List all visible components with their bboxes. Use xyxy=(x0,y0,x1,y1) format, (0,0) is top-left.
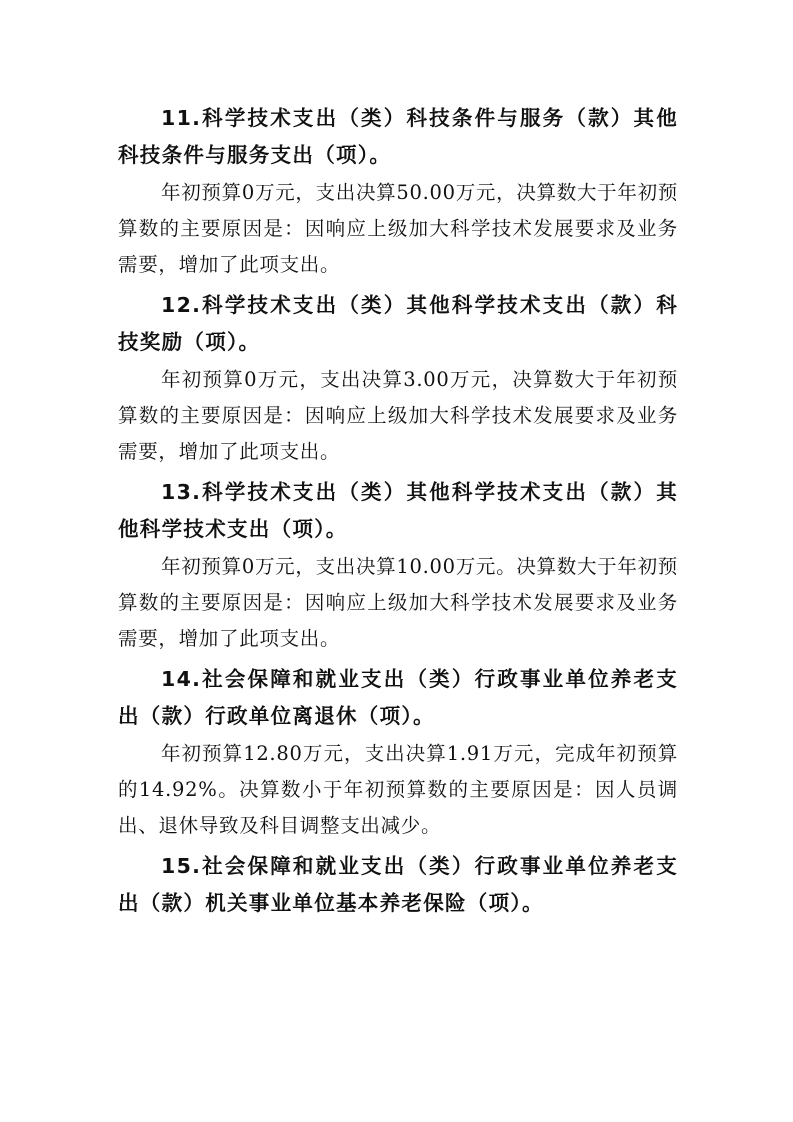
section-body: 年初预算0万元，支出决算10.00万元。决算数大于年初预算数的主要原因是：因响应上级加大科学技术发展要求及业务需要，增加了此项支出。 xyxy=(118,555,678,650)
section-heading: 12.科学技术支出（类）其他科学技术支出（款）科技奖励（项）。 xyxy=(118,293,678,354)
section-heading: 11.科学技术支出（类）科技条件与服务（款）其他科技条件与服务支出（项）。 xyxy=(118,106,678,167)
section-15 xyxy=(118,848,678,922)
section-12 xyxy=(118,287,678,470)
section-heading: 15.社会保障和就业支出（类）行政事业单位养老支出（款）机关事业单位基本养老保险（项）。 xyxy=(118,854,678,915)
section-body: 年初预算0万元，支出决算50.00万元，决算数大于年初预算数的主要原因是：因响应上级加大科学技术发展要求及业务需要，增加了此项支出。 xyxy=(118,181,678,276)
section-body: 年初预算0万元，支出决算3.00万元，决算数大于年初预算数的主要原因是：因响应上级加大科学技术发展要求及业务需要，增加了此项支出。 xyxy=(118,368,678,463)
section-heading: 14.社会保障和就业支出（类）行政事业单位养老支出（款）行政单位离退休（项）。 xyxy=(118,667,678,728)
section-13 xyxy=(118,474,678,657)
section-14 xyxy=(118,661,678,844)
document-page xyxy=(118,100,678,923)
section-body: 年初预算12.80万元，支出决算1.91万元，完成年初预算的14.92%。决算数小于年初预算数的主要原因是：因人员调出、退休导致及科目调整支出减少。 xyxy=(118,742,678,837)
section-11 xyxy=(118,100,678,283)
section-heading: 13.科学技术支出（类）其他科学技术支出（款）其他科学技术支出（项）。 xyxy=(118,480,678,541)
